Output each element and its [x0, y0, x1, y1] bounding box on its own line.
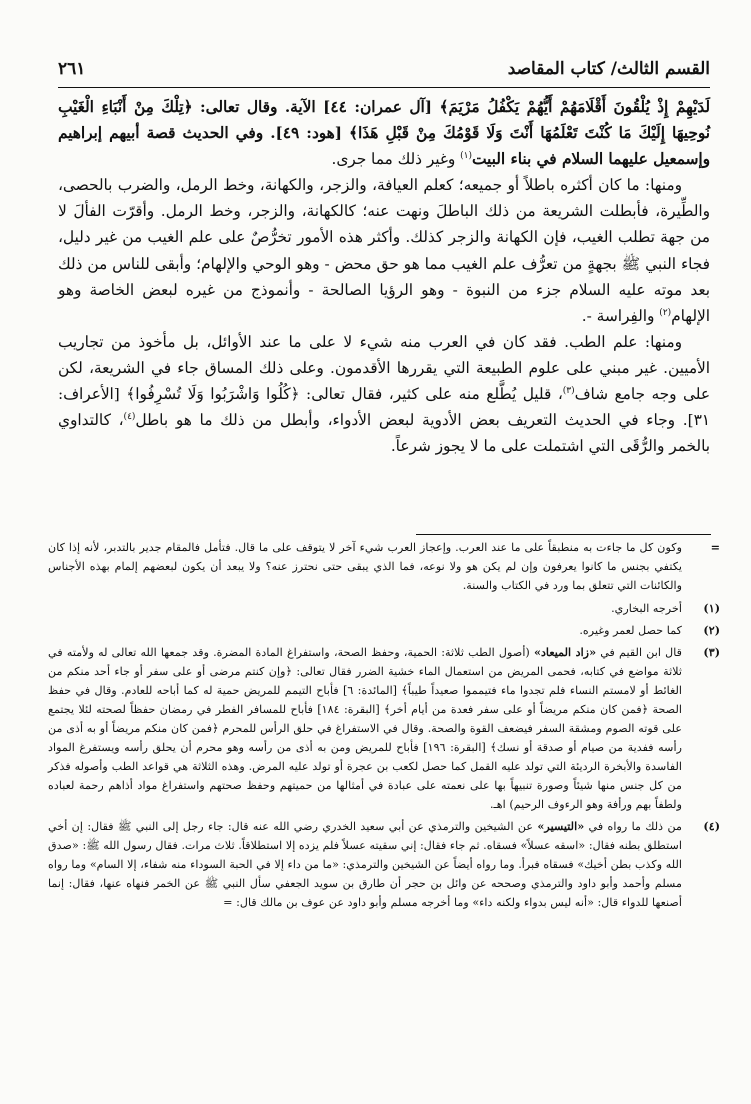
footnote-ref-2[interactable]: (٢) — [659, 307, 672, 318]
paragraph-text: ، كالتداوي بالخمر والرُّقَى التي اشتملت على ما لا يجوز شرعاً. — [58, 411, 710, 456]
footnote-text: وكون كل ما جاءت به منطبقاً على ما عند العرب. وإعجاز العرب شيء آخر لا يتوقف على ما قال. فتأمل فالمقام جدير بالتدبر، لأنه إذا كان يكتفي بجنس ما كانوا يعرفون وإن لم يكن هو ولا نوعه، فما الذي يبقى حتى نحترز عنه؟ ولا يبعد أن يكون لبعضهم إلمام بهذه الأجناس والكائنات التي تتعلق بما ورد في الكتاب والسنة. — [48, 541, 682, 592]
footnotes — [48, 538, 720, 915]
footnote-body — [48, 643, 682, 814]
page-number: ٢٦١ — [58, 59, 86, 79]
page-header — [58, 54, 710, 84]
footnote-4 — [48, 817, 720, 912]
footnote-number: (٣) — [703, 645, 720, 659]
footnote-text: من ذلك ما رواه في — [584, 820, 682, 833]
book-title: «زاد الميعاد» — [533, 645, 597, 659]
header-rule — [58, 87, 710, 88]
footnote-number: (٢) — [703, 623, 720, 637]
footnote-text: (أصول الطب ثلاثة: الحمية، وحفظ الصحة، واستفراغ المادة المضرة. وقد جمعها الله تعالى له ولأمته في ثلاثة مواضع في كتابه، فحمى المريض من استعمال الماء خشية الضرر فقال تعالى: ﴿وإن كنتم مرضى أو على سفر أو جاء أحد منكم من الغائط أو لامستم النساء فلم تجدوا ماء فتيمموا صعيداً طيباً﴾ [المائدة: ٦] فأباح التيمم للمريض حمية له كما أباحه للعادم. وقال في حفظ الصحة ﴿فمن كان منكم مريضاً أو على سفر فعدة من أيام أخر﴾ [البقرة: ١٨٤] فأباح للمسافر الفطر في رمضان حفظاً لصحته لئلا يجتمع على قوته الصوم ومشقة السفر فيضعف القوة والصحة. وقال في الاستفراغ في حلق الرأس للمحرم ﴿فمن كان منكم مريضاً أو به أذى من رأسه ففدية من صيام أو صدقة أو نسك﴾ [البقرة: ١٩٦] فأباح للمريض ومن به أذى من رأسه وهو محرم أن يحلق رأسه ويستفرغ المواد الفاسدة والأبخرة الرديئة التي تولد عليه القمل كما حصل لكعب بن عجرة أو تولد عليه المرض. وهذه الثلاثة هي قواعد الطب وأصوله فذكر من كل جنس منها شيئاً وصورة تنبيهاً بها على نعمته على عبادة في أمثالها من حميتهم وحفظ صحتهم واستفراغ مواد أذاهم رحمة لعباده ولطفاً بهم ورأفة وهو الرءوف الرحيم) اهـ. — [48, 646, 682, 811]
footnote-number: (٤) — [703, 819, 720, 833]
paragraph-medicine — [58, 329, 710, 459]
paragraph-text: ومنها: علم الطب. فقد كان في العرب منه شيء لا على ما عند الأوائل، بل مأخوذ من تجاريب الأميين. غير مبني على علوم الطبيعة التي يقررها الأقدمون. وعلى ذلك المساق جاء في الشريعة، لكن على وجه جامع شاف — [58, 332, 710, 404]
paragraph-quran-quote — [58, 94, 710, 172]
footnote-1 — [48, 599, 720, 618]
continuation-mark: = — [710, 540, 720, 554]
paragraph-text: والفِراسة -. — [581, 306, 660, 325]
footnote-text: كما حصل لعمر وغيره. — [579, 624, 682, 637]
book-title: «التيسير» — [537, 819, 585, 833]
footnote-text: أخرجه البخاري. — [611, 602, 682, 615]
running-title: القسم الثالث/ كتاب المقاصد — [507, 59, 710, 79]
footnote-ref-3[interactable]: (٣) — [562, 385, 575, 396]
footnote-number: (١) — [703, 601, 720, 615]
footnote-3 — [48, 643, 720, 814]
paragraph-text: ومنها: ما كان أكثره باطلاً أو جميعه؛ كعلم العيافة، والزجر، والكهانة، وخط الرمل، والضرب بالحصى، والطِّيرة، فأبطلت الشريعة من ذلك الباطلَ ونهت عنه؛ كالكهانة، والزجر، وخط الرمل. وأقرّت الفألَ لا من جهة تطلب الغيب، فإن الكهانة والزجر كذلك. وأكثر هذه الأمور تخرُّصٌ على علم الغيب من غير دليل، فجاء النبي ﷺ بجهةٍ من تعرُّف علم الغيب مما هو حق محض - وهو الوحي والإلهام؛ وأبقى للناس من ذلك بعد موته عليه السلام جزء من النبوة - وهو الرؤيا الصالحة - وأنموذج من غيره لبعض الخاصة وهو الإلهام — [58, 176, 710, 325]
paragraph-text: ، قليل يُطَّلع منه على كثير، فقال تعالى: ﴿كُلُوا وَاشْرَبُوا وَلَا تُسْرِفُوا﴾ [الأعراف: ٣١]. وجاء في الحديث التعريف بعض الأدوية لبعض الأدواء، وأبطل من ذلك ما هو باطل — [58, 385, 710, 430]
footnote-ref-1[interactable]: (١) — [460, 151, 473, 162]
quran-quote-text: لَدَيْهِمْ إِذْ يُلْقُونَ أَقْلَامَهُمْ أَيُّهُمْ يَكْفُلُ مَرْيَمَ﴾ [آل عمران: ٤٤] الآية. وقال تعالى: ﴿تِلْكَ مِنْ أَنْبَاءِ الْغَيْبِ نُوحِيهَا إِلَيْكَ مَا كُنْتَ تَعْلَمُهَا أَنْتَ وَلَا قَوْمُكَ مِنْ قَبْلِ هَذَا﴾ [هود: ٤٩]. وفي الحديث قصة أبيهم إبراهيم وإسمعيل عليهما السلام في بناء البيت — [58, 98, 710, 169]
footnote-2 — [48, 621, 720, 640]
footnote-separator — [416, 534, 711, 535]
footnote-text: عن الشيخين والترمذي عن أبي سعيد الخدري رضي الله عنه قال: جاء رجل إلى النبي ﷺ فقال: إن أخي استطلق بطنه فقال: «اسقه عسلاً» فسقاه. ثم جاء فقال: إني سقيته عسلاً فلم يزده إلا استطلاقاً. ثلاث مرات. فقال رسول الله ﷺ: «صدق الله وكذب بطن أخيك» فسقاه فبرأ. وما رواه أيضاً عن الشيخين والترمذي: «ما من داء إلا في الحبة السوداء منه شفاء، إلا السام» وما رواه مسلم وأحمد وأبو داود والترمذي وصححه عن وائل بن حجر أن طارق بن سويد الجعفي سأل النبي ﷺ عن الخمر فنهاه عنها، فقال: إنما أصنعها للدواء قال: «أنه ليس بدواء ولكنه داء» وما أخرجه مسلم وأبو داود عن عوف بن مالك قال: = — [48, 820, 682, 909]
paragraph-ghayb — [58, 172, 710, 329]
paragraph-text: وغير ذلك مما جرى. — [331, 150, 461, 169]
footnote-continued — [48, 538, 720, 595]
main-text — [58, 94, 710, 459]
footnote-text: قال ابن القيم في — [596, 646, 682, 659]
footnote-body — [48, 817, 682, 912]
footnote-ref-4[interactable]: (٤) — [123, 412, 136, 423]
